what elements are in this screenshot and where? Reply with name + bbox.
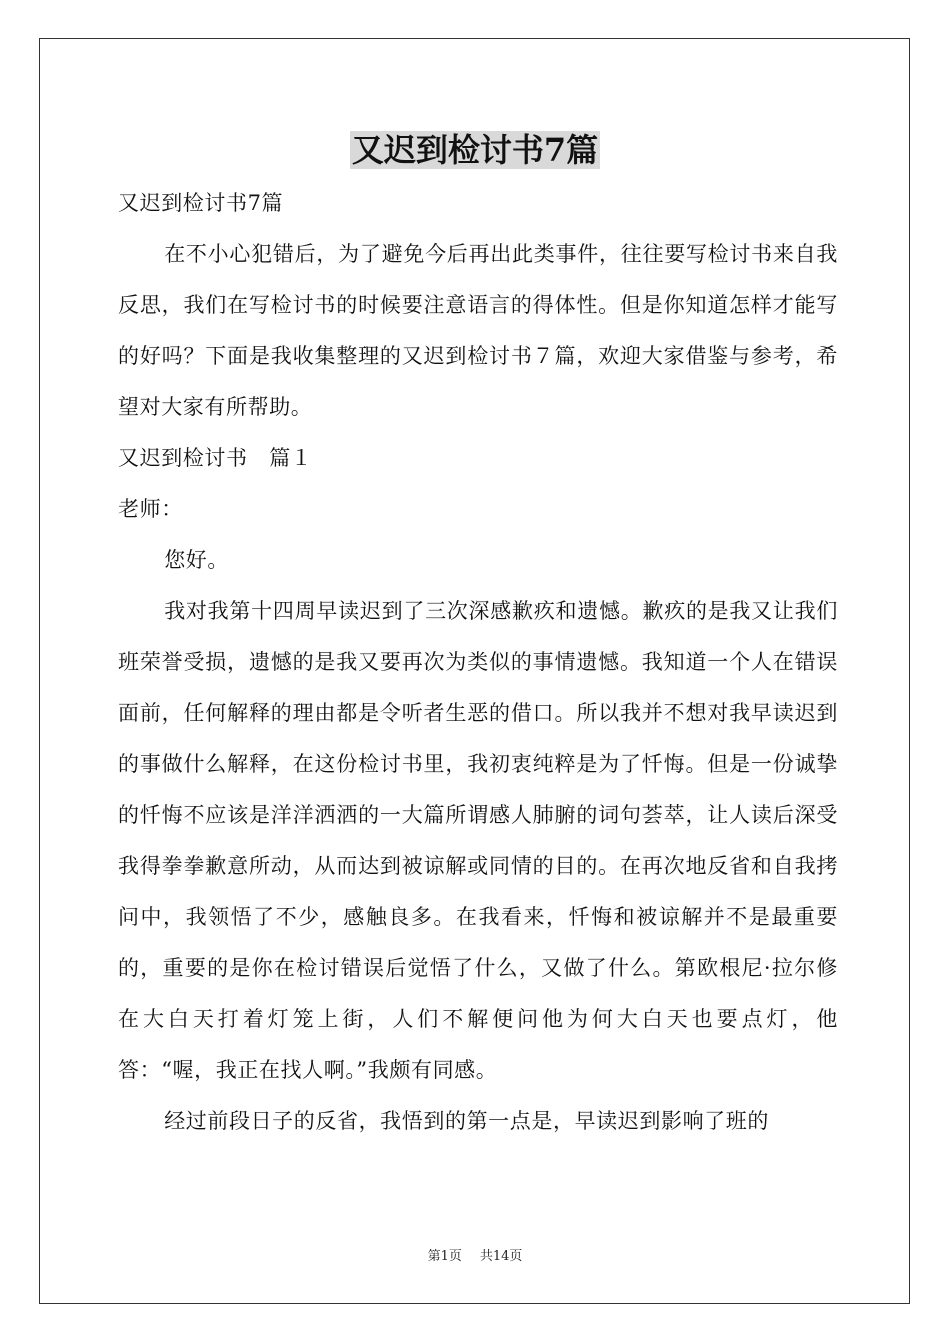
document-subtitle: 又迟到检讨书7篇 (118, 191, 284, 215)
section-heading: 又迟到检讨书 篇１ (118, 446, 313, 470)
body-paragraph-1: 我对我第十四周早读迟到了三次深感歉疚和遗憾。歉疚的是我又让我们班荣誉受损，遗憾的是我又要再次为类似的事情遗憾。我知道一个人在错误面前，任何解释的理由都是令听者生恶的借口。所以我并不想对我早读迟到的事做什么解释，在这份检讨书里，我初衷纯粹是为了忏悔。但是一份诚挚的忏悔不应该是洋洋洒洒的一大篇所谓感人肺腑的词句荟萃，让人读后深受我得拳拳歉意所动，从而达到被谅解或同情的目的。在再次地反省和自我拷问中，我领悟了不少，感触良多。在我看来，忏悔和被谅解并不是最重要的，重要的是你在检讨错误后觉悟了什么，又做了什么。第欧根尼·拉尔修在大白天打着灯笼上街，人们不解便问他为何大白天也要点灯，他答：“喔，我正在找人啊。”我颇有同感。 (118, 599, 838, 1082)
salutation: 老师： (118, 497, 183, 521)
page-total: 共14页 (479, 1249, 523, 1264)
body-paragraph-2: 经过前段日子的反省，我悟到的第一点是，早读迟到影响了班的 (164, 1109, 769, 1133)
page-number: 第1页 (427, 1249, 462, 1264)
document-title (0, 128, 950, 172)
greeting: 您好。 (164, 548, 229, 572)
document-body (118, 178, 838, 1147)
intro-paragraph: 在不小心犯错后，为了避免今后再出此类事件，往往要写检讨书来自我反思，我们在写检讨书的时候要注意语言的得体性。但是你知道怎样才能写的好吗？下面是我收集整理的又迟到检讨书７篇，欢迎大家借鉴与参考，希望对大家有所帮助。 (118, 242, 838, 419)
page-footer (0, 1248, 950, 1266)
document-title-text: 又迟到检讨书7篇 (351, 131, 599, 169)
